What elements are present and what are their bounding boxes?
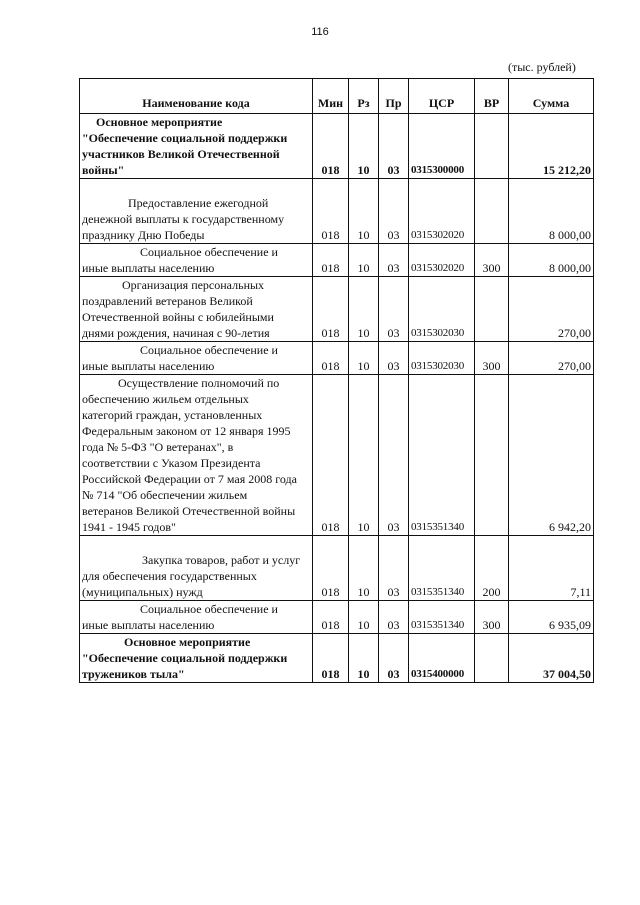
row-name-line: категорий граждан, установленных — [82, 408, 263, 422]
row-vr: 300 — [475, 244, 509, 277]
row-name — [80, 179, 313, 244]
row-name — [80, 375, 313, 536]
row-csr: 0315400000 — [409, 634, 475, 683]
row-csr: 0315351340 — [409, 536, 475, 601]
row-name — [80, 114, 313, 179]
row-min: 018 — [313, 601, 349, 634]
row-rz: 10 — [349, 342, 379, 375]
row-name-line: иные выплаты населению — [82, 618, 215, 632]
row-rz: 10 — [349, 536, 379, 601]
row-min: 018 — [313, 179, 349, 244]
row-rz: 10 — [349, 114, 379, 179]
row-vr — [475, 277, 509, 342]
header-sum: Сумма — [509, 79, 594, 114]
row-csr: 0315300000 — [409, 114, 475, 179]
row-name-line: поздравлений ветеранов Великой — [82, 294, 253, 308]
row-sum: 270,00 — [509, 277, 594, 342]
row-name-line: Закупка товаров, работ и услуг — [142, 553, 301, 567]
row-name-line: Российской Федерации от 7 мая 2008 года — [82, 472, 297, 486]
row-csr: 0315302020 — [409, 179, 475, 244]
row-name-line: Федеральным законом от 12 января 1995 — [82, 424, 291, 438]
table-row — [80, 179, 594, 244]
row-name — [80, 342, 313, 375]
row-csr: 0315351340 — [409, 375, 475, 536]
row-name-line: ветеранов Великой Отечественной войны — [82, 504, 296, 518]
row-sum: 6 942,20 — [509, 375, 594, 536]
row-min: 018 — [313, 536, 349, 601]
row-name-line: Социальное обеспечение и — [140, 602, 278, 616]
header-min: Мин — [313, 79, 349, 114]
row-pr: 03 — [379, 244, 409, 277]
row-min: 018 — [313, 342, 349, 375]
table-row — [80, 244, 594, 277]
row-name-line: Основное мероприятие — [124, 635, 251, 649]
row-pr: 03 — [379, 277, 409, 342]
row-min: 018 — [313, 375, 349, 536]
row-sum: 15 212,20 — [509, 114, 594, 179]
row-rz: 10 — [349, 277, 379, 342]
row-name-line: участников Великой Отечественной — [82, 147, 280, 161]
row-sum: 6 935,09 — [509, 601, 594, 634]
row-pr: 03 — [379, 601, 409, 634]
row-name-line: обеспечению жильем отдельных — [82, 392, 249, 406]
row-name-line: "Обеспечение социальной поддержки — [82, 131, 288, 145]
row-name-line: для обеспечения государственных — [82, 569, 257, 583]
header-pr: Пр — [379, 79, 409, 114]
row-min: 018 — [313, 244, 349, 277]
row-vr: 300 — [475, 601, 509, 634]
row-rz: 10 — [349, 179, 379, 244]
table-row — [80, 536, 594, 601]
row-name-line: войны" — [82, 163, 125, 177]
row-name — [80, 277, 313, 342]
row-name-line: Социальное обеспечение и — [140, 245, 278, 259]
row-name-line: днями рождения, начиная с 90-летия — [82, 326, 270, 340]
header-csr: ЦСР — [409, 79, 475, 114]
row-sum: 37 004,50 — [509, 634, 594, 683]
row-sum: 7,11 — [509, 536, 594, 601]
budget-table — [79, 78, 594, 683]
units-label: (тыс. рублей) — [508, 60, 576, 74]
row-name — [80, 634, 313, 683]
row-pr: 03 — [379, 375, 409, 536]
row-rz: 10 — [349, 601, 379, 634]
row-vr — [475, 179, 509, 244]
row-name-line: тружеников тыла" — [82, 667, 185, 681]
row-name — [80, 536, 313, 601]
row-min: 018 — [313, 114, 349, 179]
row-name-line: Осуществление полномочий по — [118, 376, 280, 390]
row-sum: 270,00 — [509, 342, 594, 375]
row-name-line: соответствии с Указом Президента — [82, 456, 261, 470]
header-rz: Рз — [349, 79, 379, 114]
row-name-line: празднику Дню Победы — [82, 228, 205, 242]
row-name-line: иные выплаты населению — [82, 261, 215, 275]
row-name-line: Социальное обеспечение и — [140, 343, 278, 357]
row-name-line: Основное мероприятие — [96, 115, 223, 129]
row-sum: 8 000,00 — [509, 179, 594, 244]
row-csr: 0315351340 — [409, 601, 475, 634]
row-name-line: денежной выплаты к государственному — [82, 212, 285, 226]
row-rz: 10 — [349, 634, 379, 683]
row-name-line: 1941 - 1945 годов" — [82, 520, 176, 534]
row-name — [80, 601, 313, 634]
table-row — [80, 375, 594, 536]
row-rz: 10 — [349, 375, 379, 536]
row-name-line: Организация персональных — [122, 278, 265, 292]
row-sum: 8 000,00 — [509, 244, 594, 277]
row-pr: 03 — [379, 114, 409, 179]
row-min: 018 — [313, 634, 349, 683]
row-name-line: иные выплаты населению — [82, 359, 215, 373]
table-row — [80, 601, 594, 634]
row-pr: 03 — [379, 536, 409, 601]
header-name: Наименование кода — [80, 79, 313, 114]
table-row — [80, 114, 594, 179]
page-number: 116 — [311, 26, 329, 38]
row-name-line: Отечественной войны с юбилейными — [82, 310, 274, 324]
row-csr: 0315302020 — [409, 244, 475, 277]
row-name-line: № 714 "Об обеспечении жильем — [82, 488, 248, 502]
row-vr — [475, 634, 509, 683]
row-pr: 03 — [379, 634, 409, 683]
row-name-line: "Обеспечение социальной поддержки — [82, 651, 288, 665]
row-csr: 0315302030 — [409, 277, 475, 342]
row-pr: 03 — [379, 179, 409, 244]
row-pr: 03 — [379, 342, 409, 375]
row-name-line: (муниципальных) нужд — [82, 585, 203, 599]
row-vr: 200 — [475, 536, 509, 601]
row-name-line: Предоставление ежегодной — [128, 196, 269, 210]
table-row — [80, 277, 594, 342]
row-min: 018 — [313, 277, 349, 342]
table-row — [80, 342, 594, 375]
table-header-row — [80, 79, 594, 114]
table-row — [80, 634, 594, 683]
row-vr: 300 — [475, 342, 509, 375]
row-vr — [475, 114, 509, 179]
row-name-line: года № 5-ФЗ "О ветеранах", в — [82, 440, 234, 454]
row-vr — [475, 375, 509, 536]
row-name — [80, 244, 313, 277]
header-vr: ВР — [475, 79, 509, 114]
row-rz: 10 — [349, 244, 379, 277]
row-csr: 0315302030 — [409, 342, 475, 375]
